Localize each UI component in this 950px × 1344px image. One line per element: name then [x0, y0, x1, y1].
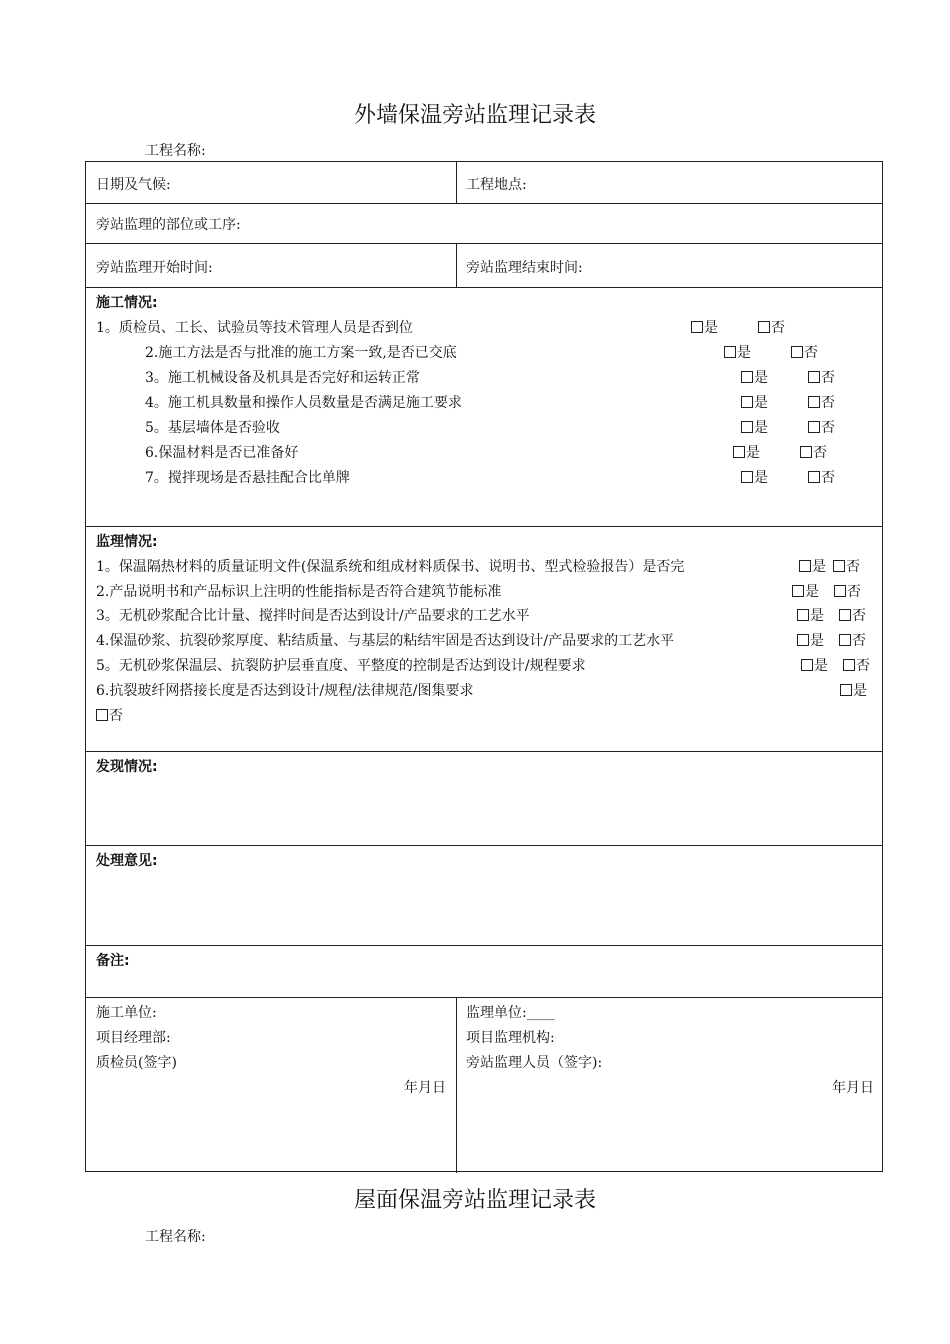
row-divider [86, 526, 882, 527]
checkbox[interactable] [691, 321, 703, 333]
checkbox[interactable] [840, 684, 852, 696]
yes-option[interactable]: 是 [799, 556, 826, 576]
yes-option[interactable]: 是 [733, 442, 760, 462]
checkbox[interactable] [797, 609, 809, 621]
checkbox[interactable] [800, 446, 812, 458]
supervision-item: 5。无机砂浆保温层、抗裂防护层垂直度、平整度的控制是否达到设计/规程要求 [96, 658, 586, 674]
construction-item: 5。基层墙体是否验收 [145, 420, 280, 436]
second-page-title: 屋面保温旁站监理记录表 [353, 1188, 596, 1213]
row-divider [86, 751, 882, 752]
yes-option[interactable]: 是 [741, 467, 768, 487]
supervisor-org-label: 项目监理机构: [466, 1030, 555, 1046]
no-option[interactable]: 否 [808, 367, 835, 387]
supervision-item: 4.保温砂浆、抗裂砂浆厚度、粘结质量、与基层的粘结牢固是否达到设计/产品要求的工艺水平 [96, 633, 675, 649]
supervisor-date-label: 年月日 [832, 1080, 874, 1096]
yes-option[interactable]: 是 [741, 367, 768, 387]
checkbox[interactable] [833, 560, 845, 572]
page-title: 外墙保温旁站监理记录表 [353, 103, 596, 128]
remarks-label: 备注: [96, 953, 130, 969]
checkbox[interactable] [839, 609, 851, 621]
checkbox[interactable] [792, 585, 804, 597]
end-time-label: 旁站监理结束时间: [466, 260, 583, 276]
record-form [85, 161, 883, 1172]
row-divider [86, 845, 882, 846]
no-option[interactable]: 否 [791, 342, 818, 362]
yes-option[interactable]: 是 [797, 630, 824, 650]
no-option[interactable]: 否 [839, 605, 866, 625]
checkbox[interactable] [741, 396, 753, 408]
checkbox[interactable] [741, 421, 753, 433]
contractor-unit-label: 施工单位: [96, 1005, 157, 1021]
row-divider [86, 997, 882, 998]
supervisor-sign-label: 旁站监理人员（签字): [466, 1055, 603, 1071]
checkbox[interactable] [724, 346, 736, 358]
no-option[interactable]: 否 [808, 467, 835, 487]
yes-option[interactable]: 是 [801, 655, 828, 675]
no-option[interactable]: 否 [833, 556, 860, 576]
no-option[interactable]: 否 [800, 442, 827, 462]
part-process-label: 旁站监理的部位或工序: [96, 217, 241, 233]
checkbox[interactable] [801, 659, 813, 671]
checkbox[interactable] [733, 446, 745, 458]
checkbox[interactable] [808, 371, 820, 383]
no-option[interactable]: 否 [808, 417, 835, 437]
no-option[interactable]: 否 [843, 655, 870, 675]
no-option[interactable]: 否 [96, 705, 123, 725]
checkbox[interactable] [741, 371, 753, 383]
supervision-heading: 监理情况: [96, 534, 158, 550]
construction-heading: 施工情况: [96, 295, 158, 311]
yes-option[interactable]: 是 [840, 680, 867, 700]
checkbox[interactable] [791, 346, 803, 358]
construction-item: 2.施工方法是否与批准的施工方案一致,是否已交底 [145, 345, 457, 361]
no-option[interactable]: 否 [839, 630, 866, 650]
supervision-item: 6.抗裂玻纤网搭接长度是否达到设计/规程/法律规范/图集要求 [96, 683, 474, 699]
construction-item: 3。施工机械设备及机具是否完好和运转正常 [145, 370, 420, 386]
yes-option[interactable]: 是 [741, 392, 768, 412]
column-divider [456, 997, 457, 1173]
construction-item: 6.保温材料是否已准备好 [145, 445, 299, 461]
project-name-label: 工程名称: [145, 143, 206, 159]
column-divider [456, 243, 457, 287]
no-option[interactable]: 否 [758, 317, 785, 337]
inspector-sign-label: 质检员(签字) [96, 1055, 177, 1071]
construction-item: 7。搅拌现场是否悬挂配合比单牌 [145, 470, 350, 486]
no-option[interactable]: 否 [808, 392, 835, 412]
checkbox[interactable] [799, 560, 811, 572]
checkbox[interactable] [758, 321, 770, 333]
opinion-label: 处理意见: [96, 853, 158, 869]
start-time-label: 旁站监理开始时间: [96, 260, 213, 276]
yes-option[interactable]: 是 [691, 317, 718, 337]
column-divider [456, 162, 457, 203]
checkbox[interactable] [797, 634, 809, 646]
yes-option[interactable]: 是 [724, 342, 751, 362]
checkbox[interactable] [834, 585, 846, 597]
supervision-item: 1。保温隔热材料的质量证明文件(保温系统和组成材料质保书、说明书、型式检验报告）是否完 [96, 559, 685, 575]
checkbox[interactable] [808, 421, 820, 433]
no-option[interactable]: 否 [834, 581, 861, 601]
row-divider [86, 203, 882, 204]
contractor-date-label: 年月日 [404, 1080, 446, 1096]
yes-option[interactable]: 是 [792, 581, 819, 601]
yes-option[interactable]: 是 [797, 605, 824, 625]
checkbox[interactable] [96, 709, 108, 721]
findings-label: 发现情况: [96, 759, 158, 775]
checkbox[interactable] [741, 471, 753, 483]
date-weather-label: 日期及气候: [96, 177, 171, 193]
checkbox[interactable] [839, 634, 851, 646]
checkbox[interactable] [843, 659, 855, 671]
yes-option[interactable]: 是 [741, 417, 768, 437]
construction-item: 1。质检员、工长、试验员等技术管理人员是否到位 [96, 320, 413, 336]
supervision-item: 3。无机砂浆配合比计量、搅拌时间是否达到设计/产品要求的工艺水平 [96, 608, 530, 624]
location-label: 工程地点: [466, 177, 527, 193]
row-divider [86, 945, 882, 946]
checkbox[interactable] [808, 471, 820, 483]
row-divider [86, 287, 882, 288]
supervisor-unit-label: 监理单位:____ [466, 1005, 555, 1021]
supervision-item: 2.产品说明书和产品标识上注明的性能指标是否符合建筑节能标准 [96, 584, 502, 600]
second-project-name-label: 工程名称: [145, 1229, 206, 1245]
row-divider [86, 243, 882, 244]
checkbox[interactable] [808, 396, 820, 408]
construction-item: 4。施工机具数量和操作人员数量是否满足施工要求 [145, 395, 462, 411]
project-dept-label: 项目经理部: [96, 1030, 171, 1046]
